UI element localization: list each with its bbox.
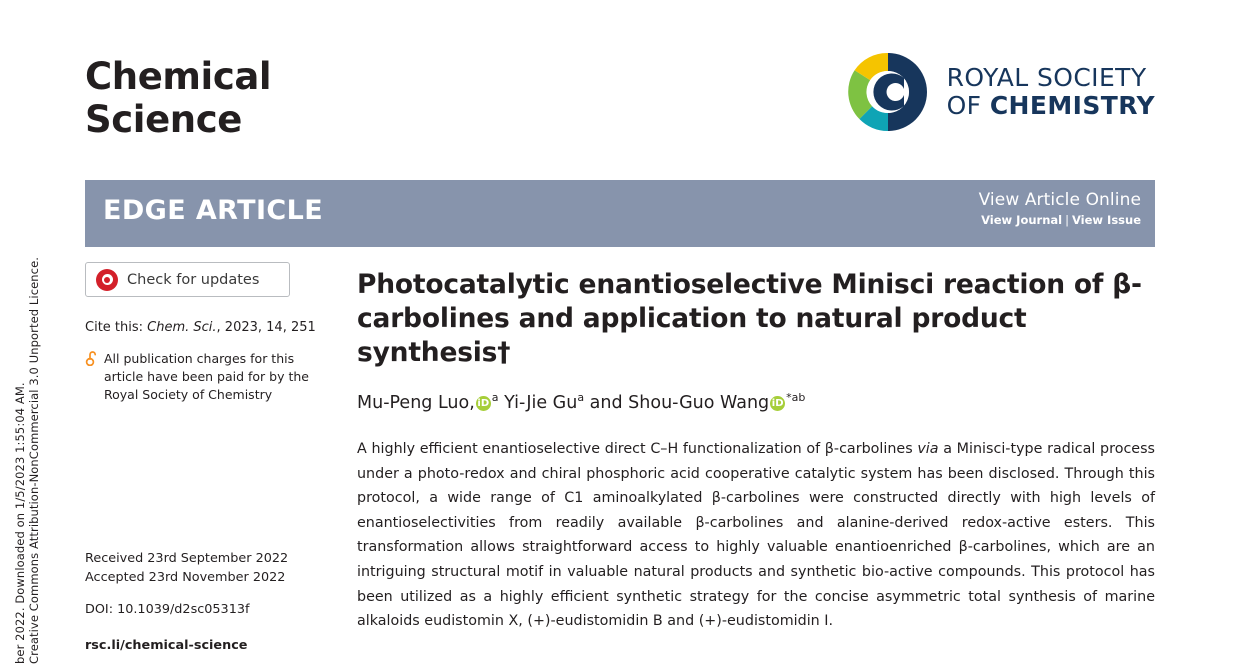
article-page <box>85 0 1155 670</box>
view-article-online-label[interactable]: View Article Online <box>978 190 1141 210</box>
article-metadata-column <box>85 262 328 653</box>
cite-prefix: Cite this: <box>85 320 148 335</box>
author-name-3[interactable]: and Shou-Guo Wang <box>589 392 770 413</box>
open-access-lock-icon <box>85 351 99 366</box>
cite-this <box>85 319 328 337</box>
accepted-date: Accepted 23rd November 2022 <box>85 569 286 585</box>
abstract-part-1: A highly efficient enantioselective direct C–H functionalization of β-carbolines <box>357 441 918 458</box>
journal-title-line1: Chemical <box>85 55 272 98</box>
journal-site-link[interactable]: rsc.li/chemical-science <box>85 638 248 653</box>
banner-link-separator: | <box>1065 213 1069 227</box>
masthead <box>85 42 1155 157</box>
journal-title-line2: Science <box>85 97 242 141</box>
banner-link-row <box>979 213 1141 227</box>
author-list <box>357 391 1155 415</box>
sidebar-download-line: ber 2022. Downloaded on 1/5/2023 1:55:04 AM. <box>13 382 27 664</box>
rsc-logo-of: OF <box>946 91 990 120</box>
rsc-logo-mark-icon <box>847 51 929 133</box>
open-access-text: All publication charges for this article have been paid for by the Royal Society of Chemistry <box>104 350 309 402</box>
abstract-part-2: a Minisci-type radical process under a photo-redox and chiral phosphoric acid cooperative catalytic system has been disclosed. Through this protocol, a wide range of C1 aminoalkylated β-carbolines were constructed directly with high levels of enantioselectivities from readily available β-carbolines and alanine-derived redox-active esters. This transformation allows straightforward access to highly valuable enantioenriched β-carbolines, which are an intriguing structural motif in valuable natural products and synthetic bio-active compounds. This protocol has been utilized as a highly efficient synthetic strategy for the concise asymmetric total synthesis of marine alkaloids eudistomin X, (+)-eudistomidin B and (+)-eudistomidin I. <box>357 441 1155 630</box>
dates-block <box>85 550 328 587</box>
view-journal-link[interactable]: View Journal <box>981 213 1063 227</box>
doi-line[interactable]: DOI: 10.1039/d2sc05313f <box>85 602 250 617</box>
received-date: Received 23rd September 2022 <box>85 551 289 566</box>
banner-label: EDGE ARTICLE <box>103 195 324 226</box>
journal-title <box>85 56 271 142</box>
rsc-logo-line2 <box>947 92 1155 120</box>
sidebar-licence-line: Creative Commons Attribution-NonCommercial 3.0 Unported Licence. <box>27 256 41 664</box>
sidebar-copyright-strip <box>0 0 40 670</box>
check-for-updates-button[interactable] <box>85 262 290 297</box>
rsc-logo-line1: ROYAL SOCIETY <box>946 63 1147 92</box>
banner-links <box>979 190 1141 227</box>
rsc-logo <box>847 50 1155 134</box>
view-issue-link[interactable]: View Issue <box>1071 213 1141 227</box>
author-name-1[interactable]: Mu-Peng Luo, <box>357 392 475 413</box>
edge-article-banner <box>85 180 1155 247</box>
rsc-logo-wordmark <box>947 64 1155 120</box>
author-affil-1: a <box>491 390 499 404</box>
author-name-2[interactable]: Yi-Jie Gu <box>504 392 578 413</box>
abstract-italic-via: via <box>917 441 939 458</box>
rsc-logo-chemistry: CHEMISTRY <box>989 91 1155 120</box>
orcid-icon[interactable]: iD <box>771 398 784 410</box>
crossmark-icon <box>96 269 118 291</box>
check-for-updates-label: Check for updates <box>127 271 260 288</box>
cite-journal: Chem. Sci. <box>147 320 217 335</box>
author-affil-3: *ab <box>786 390 806 404</box>
open-access-note <box>85 350 328 404</box>
author-affil-2: a <box>577 390 585 404</box>
abstract-text <box>357 437 1155 634</box>
orcid-icon[interactable]: iD <box>477 398 490 410</box>
article-main-column <box>357 268 1155 634</box>
article-title: Photocatalytic enantioselective Minisci reaction of β-carbolines and application to natural product synthesis† <box>357 269 1142 369</box>
cite-rest: , 2023, 14, 251 <box>216 320 316 335</box>
